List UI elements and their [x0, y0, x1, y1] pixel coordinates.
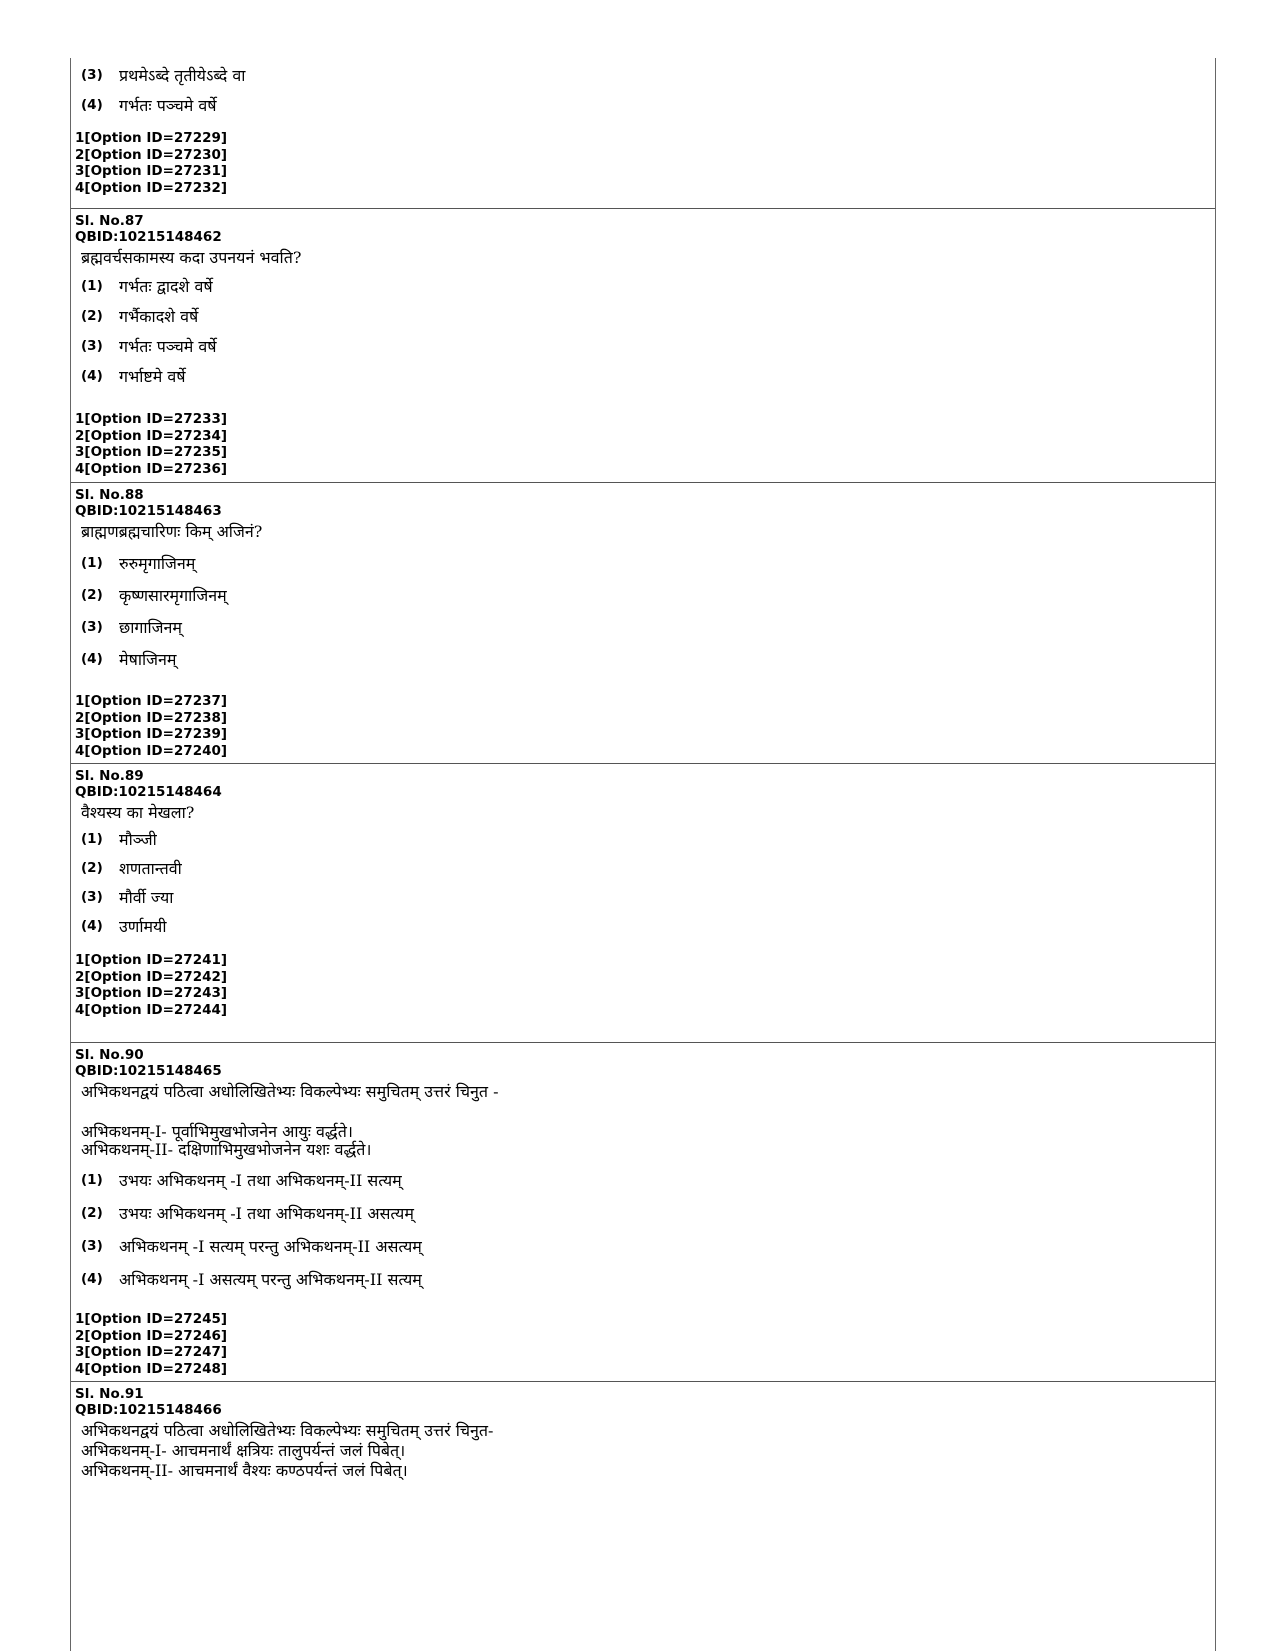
- option-id: 2[Option ID=27242]: [75, 968, 228, 985]
- option-text: प्रथमेऽब्दे तृतीयेऽब्दे वा: [119, 66, 246, 85]
- question-90: [71, 1042, 1215, 1377]
- option-row: [71, 643, 1215, 675]
- option-text: गर्भाष्टमे वर्षे: [119, 367, 186, 386]
- option-number: (2): [81, 587, 103, 603]
- option-text: अभिकथनम् -I सत्यम् परन्तु अभिकथनम्-II असत्यम्: [119, 1236, 422, 1256]
- option-number: (1): [81, 278, 103, 294]
- option-number: (1): [81, 830, 103, 847]
- option-number: (4): [81, 917, 103, 934]
- option-text: गर्भतः पञ्चमे वर्षे: [119, 337, 217, 356]
- question-text: अभिकथनद्वयं पठित्वा अधोलिखितेभ्यः विकल्पेभ्यः समुचितम् उत्तरं चिनुत -: [81, 1082, 499, 1101]
- option-id: 3[Option ID=27243]: [75, 985, 228, 1001]
- option-id: 3[Option ID=27239]: [75, 726, 228, 742]
- question-paper-frame: [70, 58, 1216, 1651]
- option-number: (2): [81, 1204, 103, 1221]
- option-row: [71, 547, 1215, 579]
- option-number: (3): [81, 1237, 103, 1254]
- serial-number: Sl. No.89: [75, 768, 144, 784]
- option-id-list: [71, 130, 1215, 196]
- option-text: उर्णामयी: [119, 916, 167, 936]
- option-text: उभयः अभिकथनम् -I तथा अभिकथनम्-II असत्यम्: [119, 1203, 414, 1223]
- question-87: [71, 208, 1215, 477]
- statement-2: अभिकथनम्-II- आचमनार्थं वैश्यः कण्ठपर्यन्तं जलं पिबेत्।: [81, 1461, 408, 1480]
- serial-number: Sl. No.87: [75, 213, 144, 229]
- option-number: (3): [81, 888, 103, 905]
- serial-number: Sl. No.91: [75, 1386, 144, 1402]
- serial-number: Sl. No.90: [75, 1047, 144, 1063]
- question-text: वैश्यस्य का मेखला?: [81, 803, 195, 822]
- option-text: मेषाजिनम्: [119, 650, 177, 669]
- question-text: अभिकथनद्वयं पठित्वा अधोलिखितेभ्यः विकल्पेभ्यः समुचितम् उत्तरं चिनुत-: [81, 1421, 494, 1440]
- option-id: 2[Option ID=27246]: [75, 1327, 228, 1344]
- option-number: (3): [81, 338, 103, 354]
- question-89: [71, 763, 1215, 1018]
- statement-2: अभिकथनम्-II- दक्षिणाभिमुखभोजनेन यशः वर्द्धते।: [81, 1140, 372, 1159]
- question-88: [71, 482, 1215, 759]
- option-row: [71, 271, 1215, 301]
- option-number: (3): [81, 619, 103, 635]
- question-bank-id: QBID:10215148464: [75, 784, 222, 800]
- question-bank-id: QBID:10215148462: [75, 229, 222, 245]
- option-id-list: [71, 411, 1215, 477]
- option-text: मौञ्जी: [119, 829, 157, 849]
- option-row: [71, 1262, 1215, 1295]
- option-id: 3[Option ID=27247]: [75, 1344, 228, 1360]
- option-id: 2[Option ID=27230]: [75, 146, 228, 163]
- option-row: [71, 824, 1215, 853]
- option-row: [71, 331, 1215, 361]
- option-id: 4[Option ID=27240]: [75, 742, 228, 759]
- question-bank-id: QBID:10215148465: [75, 1063, 222, 1079]
- option-id: 4[Option ID=27244]: [75, 1001, 228, 1018]
- option-id: 2[Option ID=27234]: [75, 427, 228, 444]
- option-text: छागाजिनम्: [119, 618, 182, 637]
- option-number: (3): [81, 67, 103, 83]
- option-id: 4[Option ID=27232]: [75, 179, 228, 196]
- option-id-list: [71, 1311, 1215, 1377]
- option-number: (4): [81, 651, 103, 667]
- option-text: गर्भतः पञ्चमे वर्षे: [119, 96, 217, 115]
- option-id: 1[Option ID=27237]: [75, 693, 228, 709]
- option-row: [71, 611, 1215, 643]
- option-text: उभयः अभिकथनम् -I तथा अभिकथनम्-II सत्यम्: [119, 1170, 402, 1190]
- option-text: गर्भतः द्वादशे वर्षे: [119, 277, 213, 296]
- question-bank-id: QBID:10215148463: [75, 503, 222, 519]
- option-number: (4): [81, 97, 103, 113]
- statement-1: अभिकथनम्-I- आचमनार्थं क्षत्रियः तालुपर्यन्तं जलं पिबेत्।: [81, 1441, 406, 1460]
- option-row: [71, 1196, 1215, 1229]
- option-number: (2): [81, 308, 103, 324]
- option-row: [71, 853, 1215, 882]
- question-bank-id: QBID:10215148466: [75, 1402, 222, 1418]
- option-number: (4): [81, 1270, 103, 1287]
- option-text: मौर्वी ज्या: [119, 887, 174, 907]
- option-row: [71, 1163, 1215, 1196]
- option-text: अभिकथनम् -I असत्यम् परन्तु अभिकथनम्-II सत्यम्: [119, 1269, 422, 1289]
- option-id: 3[Option ID=27231]: [75, 163, 228, 179]
- option-id: 1[Option ID=27229]: [75, 130, 228, 146]
- option-number: (4): [81, 368, 103, 384]
- option-id-list: [71, 693, 1215, 759]
- option-row: [71, 90, 1215, 120]
- option-text: रुरुमृगाजिनम्: [119, 554, 196, 573]
- statement-1: अभिकथनम्-I- पूर्वाभिमुखभोजनेन आयुः वर्द्धते।: [81, 1122, 353, 1141]
- option-row: [71, 882, 1215, 911]
- option-text: कृष्णसारमृगाजिनम्: [119, 586, 227, 605]
- option-number: (1): [81, 1171, 103, 1188]
- option-id: 1[Option ID=27245]: [75, 1311, 228, 1327]
- question-86-tail: [71, 60, 1215, 196]
- option-id: 1[Option ID=27241]: [75, 952, 228, 968]
- question-91: [71, 1381, 1215, 1480]
- option-row: [71, 579, 1215, 611]
- option-id-list: [71, 952, 1215, 1018]
- option-id: 1[Option ID=27233]: [75, 411, 228, 427]
- option-id: 2[Option ID=27238]: [75, 709, 228, 726]
- option-id: 4[Option ID=27248]: [75, 1360, 228, 1377]
- question-text: ब्रह्मवर्चसकामस्य कदा उपनयनं भवति?: [81, 248, 302, 267]
- option-text: गर्भैकादशे वर्षे: [119, 307, 199, 326]
- option-row: [71, 361, 1215, 391]
- option-row: [71, 60, 1215, 90]
- option-id: 4[Option ID=27236]: [75, 460, 228, 477]
- option-row: [71, 911, 1215, 940]
- option-id: 3[Option ID=27235]: [75, 444, 228, 460]
- serial-number: Sl. No.88: [75, 487, 144, 503]
- option-row: [71, 301, 1215, 331]
- option-row: [71, 1229, 1215, 1262]
- question-text: ब्राह्मणब्रह्मचारिणः किम् अजिनं?: [81, 522, 263, 541]
- option-text: शणतान्तवी: [119, 858, 182, 878]
- option-number: (1): [81, 555, 103, 571]
- option-number: (2): [81, 859, 103, 876]
